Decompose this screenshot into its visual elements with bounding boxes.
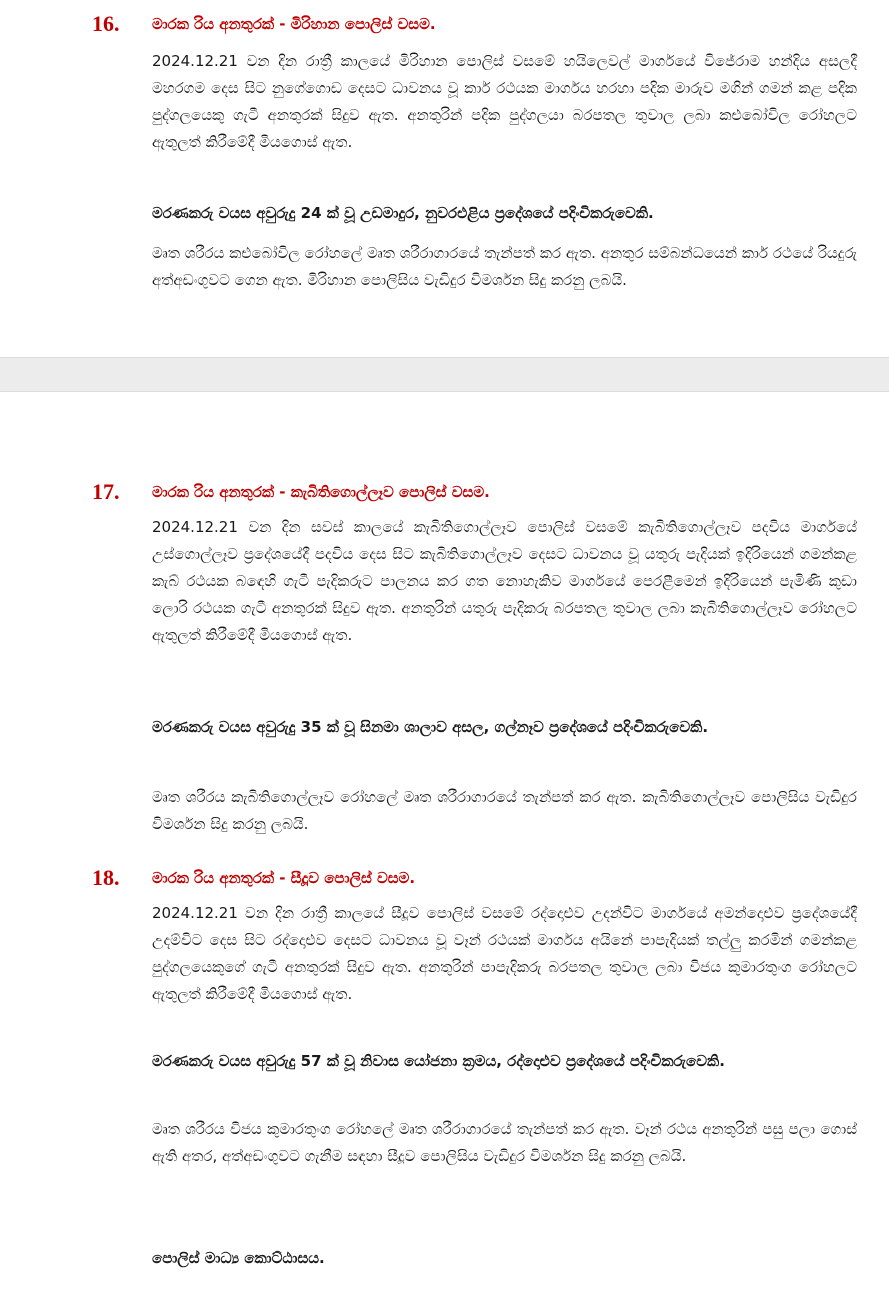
entry-title: මාරක රිය අනතුරක් - සීදූව පොලිස් වසම.	[152, 869, 416, 887]
issuer-signature: පොලිස් මාධ්‍ය කොට්ඨාසය.	[152, 1249, 325, 1267]
entry-number: 17.	[92, 479, 120, 504]
entry-deceased-info: මරණකරු වයස අවුරුදු 57 ක් වූ නිවාස යෝජනා ක්‍රමය, රද්දොළුව ප්‍රදේශයේ පදිංචිකරුවෙකි.	[152, 1052, 725, 1070]
entry-followup: මෘත ශරීරය කැබිතිගොල්ලෑව රෝහලේ මෘත ශරීරාගාරයේ තැන්පත් කර ඇත. කැබිතිගොල්ලෑව පොලිසිය වැඩිදුර විමර්ශන සිදු කරනු ලබයි.	[152, 788, 857, 833]
entry-followup: මෘත ශරීරය කළුබෝවිල රෝහලේ මෘත ශරීරාගාරයේ තැන්පත් කර ඇත. අනතුර සම්බන්ධයෙන් කාර් රථයේ රියදුරු අත්අඩංගුවට ගෙන ඇත. මිරිහාන පොලිසිය වැඩිදුර විමර්ශන සිදු කරනු ලබයි.	[152, 244, 857, 289]
entry-followup: මෘත ශරීරය විජය කුමාරතුංග රෝහලේ මෘත ශරීරාගාරයේ තැන්පත් කර ඇත. වෑන් රථය අනතුරින් පසු පලා ගොස් ඇති අතර, අත්අඩංගුවට ගැනීම සඳහා සීදූව පොලිසිය වැඩිදුර විමර්ශන සිදු කරනු ලබයි.	[152, 1120, 857, 1165]
entry-number: 16.	[92, 11, 120, 36]
entry-description: 2024.12.21 වන දින රාත්‍රී කාලයේ සීදූව පොලිස් වසමේ රද්දොළුව උදන්විට මාර්ගයේ අමන්දොළුව ප්‍රදේශයේදී උදම්විට දෙස සිට රද්දොළුව දෙසට ධාවනය වූ වෑන් රථයක් මාර්ගය අයිනේ පාපැදියක් තල්ලු කරමින් ගමන්කළ පුද්ගලයෙකුගේ ගැටී අනතුරක් සිදුව ඇත. අනතුරින් පාපැදිකරු බරපතල තුවාල ලබා විජය කුමාරතුංග රෝහලට ඇතුලත් කිරීමේදී මියගොස් ඇත.	[152, 904, 857, 1003]
entry-title: මාරක රිය අනතුරක් - මිරිහාන පොලිස් වසම.	[152, 15, 436, 33]
page-divider	[0, 357, 889, 392]
entry-description: 2024.12.21 වන දින සවස් කාලයේ කැබිතිගොල්ලෑව පොලිස් වසමේ කැබිතිගොල්ලෑව පදවිය මාර්ගයේ උස්ගොල්ලෑව ප්‍රදේශයේදී පදවිය දෙස සිට කැබිතිගොල්ලෑව දෙසට ධාවනය වූ යතුරු පැදියක් ඉදිරියෙන් ගමන්කළ කැබ් රථයක බඳෙහි ගැටී පැදිකරුට පාලනය කර ගත නොහැකිව මාර්ගයේ පෙරළීමෙන් ඉදිරියෙන් පැමිණි කුඩා ලොරි රථයක ගැටී අනතුරක් සිදුව ඇත. අනතුරින් යතුරු පැදිකරු බරපතල තුවාල ලබා කැබිතිගොල්ලෑව රෝහලට ඇතුලත් කිරීමේදී මියගොස් ඇත.	[152, 518, 857, 644]
entry-number: 18.	[92, 865, 120, 890]
entry-title: මාරක රිය අනතුරක් - කැබිතිගොල්ලෑව පොලිස් වසම.	[152, 483, 490, 501]
entry-deceased-info: මරණකරු වයස අවුරුදු 24 ක් වූ උඩමාදුර, නුවරඑළිය ප්‍රදේශයේ පදිංචිකරුවෙකි.	[152, 204, 654, 222]
entry-deceased-info: මරණකරු වයස අවුරුදු 35 ක් වූ සිනමා ශාලාව අසල, ගල්නෑව ප්‍රදේශයේ පදිංචිකරුවෙකි.	[152, 718, 709, 736]
entry-description: 2024.12.21 වන දින රාත්‍රී කාලයේ මිරිහාන පොලිස් වසමේ හයිලෙවල් මාර්ගයේ විජේරාම හන්දිය අසලදී මහරගම දෙස සිට නුගේගොඩ දෙසට ධාවනය වූ කාර් රථයක මාර්ගය හරහා පදික මාරුව මගින් ගමන් කළ පදික පුද්ගලයෙකු ගැටී අනතුරක් සිදුව ඇත. අනතුරින් පදික පුද්ගලයා බරපතල තුවාල ලබා කළුබෝවිල රෝහලට ඇතුලත් කිරීමේදී මියගොස් ඇත.	[152, 52, 857, 151]
